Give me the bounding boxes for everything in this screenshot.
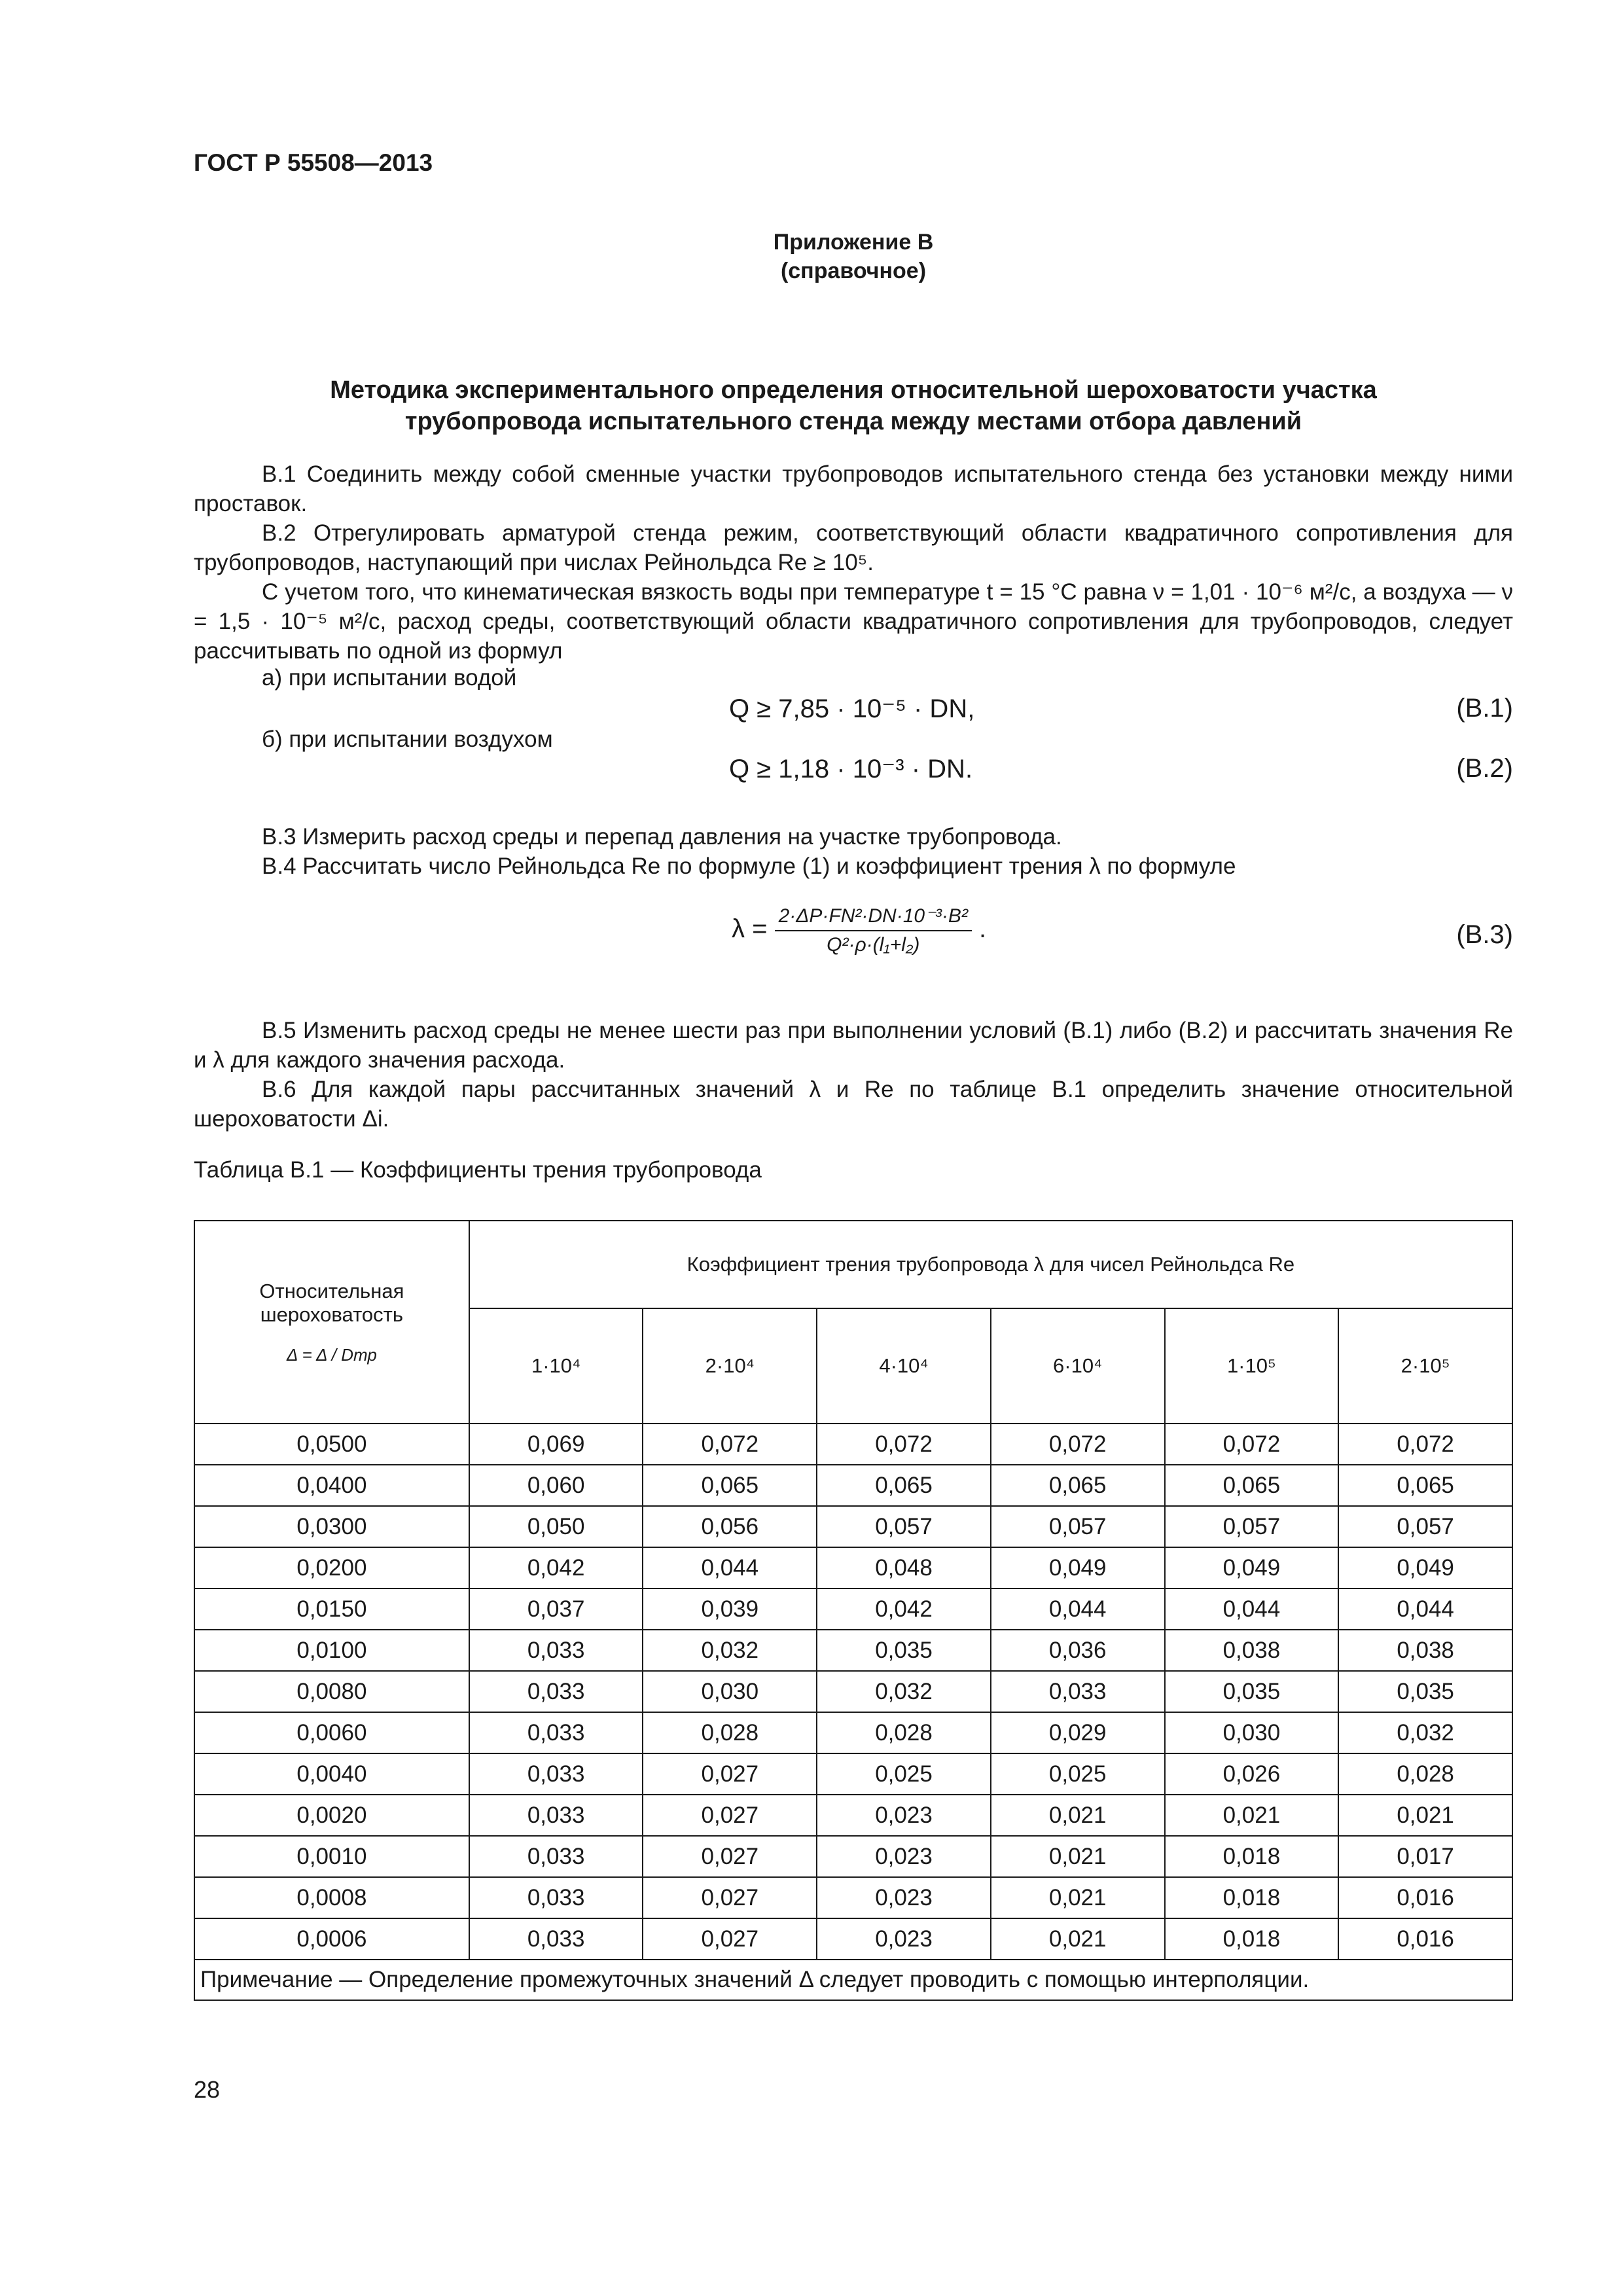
value-cell: 0,048	[817, 1547, 991, 1588]
value-cell: 0,025	[991, 1753, 1165, 1795]
formula-b2: Q ≥ 1,18 · 10⁻³ · DN.	[729, 755, 973, 783]
value-cell: 0,028	[817, 1712, 991, 1753]
paragraph-b3: В.3 Измерить расход среды и перепад давления на участке трубопровода.	[262, 824, 1062, 850]
table-row	[194, 1588, 1512, 1630]
table-row	[194, 1424, 1512, 1465]
paragraph-viscosity: С учетом того, что кинематическая вязкость воды при температуре t = 15 °С равна ν = 1,01 · 10⁻⁶ м²/с, а воздуха — ν = 1,5 · 10⁻⁵ м²/с, расход среды, соответствующий области квадратичного сопротивления для трубопроводов, следует рассчитывать по одной из формул	[194, 579, 1513, 664]
appendix-heading	[194, 228, 1513, 285]
formula-b3-fraction	[775, 905, 972, 956]
table-note: Примечание — Определение промежуточных значений Δ следует проводить с помощью интерполяции.	[194, 1960, 1512, 2000]
value-cell: 0,044	[1338, 1588, 1512, 1630]
formula-b2-number: (В.2)	[1456, 754, 1513, 783]
page-number: 28	[194, 2076, 221, 2103]
delta-cell: 0,0400	[194, 1465, 469, 1506]
table-row	[194, 1918, 1512, 1960]
value-cell: 0,060	[469, 1465, 643, 1506]
re-column-header: 2·10⁴	[643, 1308, 817, 1424]
value-cell: 0,018	[1165, 1836, 1339, 1877]
value-cell: 0,049	[1165, 1547, 1339, 1588]
value-cell: 0,023	[817, 1795, 991, 1836]
delta-cell: 0,0300	[194, 1506, 469, 1547]
appendix-title: Приложение В	[773, 230, 934, 255]
value-cell: 0,023	[817, 1877, 991, 1918]
table-row	[194, 1877, 1512, 1918]
table-row	[194, 1795, 1512, 1836]
value-cell: 0,027	[643, 1795, 817, 1836]
value-cell: 0,021	[991, 1918, 1165, 1960]
formula-b3	[732, 905, 986, 956]
value-cell: 0,021	[991, 1836, 1165, 1877]
value-cell: 0,065	[991, 1465, 1165, 1506]
table-note-row	[194, 1960, 1512, 2000]
delta-cell: 0,0200	[194, 1547, 469, 1588]
value-cell: 0,042	[817, 1588, 991, 1630]
value-cell: 0,027	[643, 1836, 817, 1877]
appendix-subtitle: (справочное)	[780, 259, 927, 283]
value-cell: 0,017	[1338, 1836, 1512, 1877]
formula-b3-denominator: Q²·ρ·(l₁+l₂)	[827, 934, 920, 956]
value-cell: 0,032	[817, 1671, 991, 1712]
standard-designation: ГОСТ Р 55508—2013	[194, 149, 433, 176]
item-b-air: б) при испытании воздухом	[262, 726, 553, 752]
value-cell: 0,044	[643, 1547, 817, 1588]
row-header-formula: Δ = Δ / Dтр	[286, 1344, 377, 1365]
row-header-cell	[194, 1221, 469, 1424]
value-cell: 0,033	[469, 1836, 643, 1877]
value-cell: 0,050	[469, 1506, 643, 1547]
re-column-header: 2·10⁵	[1338, 1308, 1512, 1424]
table-row	[194, 1630, 1512, 1671]
value-cell: 0,035	[817, 1630, 991, 1671]
value-cell: 0,018	[1165, 1918, 1339, 1960]
delta-cell: 0,0040	[194, 1753, 469, 1795]
row-header-label: Относительная шероховатость	[259, 1279, 404, 1326]
value-cell: 0,028	[1338, 1753, 1512, 1795]
value-cell: 0,069	[469, 1424, 643, 1465]
value-cell: 0,021	[991, 1877, 1165, 1918]
paragraph-b2: В.2 Отрегулировать арматурой стенда режим, соответствующий области квадратичного сопротивления для трубопроводов, наступающий при числах Рейнольдса Re ≥ 10⁵.	[194, 520, 1513, 575]
delta-cell: 0,0006	[194, 1918, 469, 1960]
value-cell: 0,044	[1165, 1588, 1339, 1630]
delta-cell: 0,0080	[194, 1671, 469, 1712]
value-cell: 0,057	[1338, 1506, 1512, 1547]
value-cell: 0,018	[1165, 1877, 1339, 1918]
value-cell: 0,021	[1338, 1795, 1512, 1836]
value-cell: 0,016	[1338, 1877, 1512, 1918]
value-cell: 0,072	[817, 1424, 991, 1465]
delta-cell: 0,0500	[194, 1424, 469, 1465]
table-row	[194, 1465, 1512, 1506]
value-cell: 0,049	[1338, 1547, 1512, 1588]
value-cell: 0,027	[643, 1877, 817, 1918]
delta-cell: 0,0020	[194, 1795, 469, 1836]
method-title	[194, 374, 1513, 437]
paragraph-b5: В.5 Изменить расход среды не менее шести раз при выполнении условий (В.1) либо (В.2) и рассчитать значения Re и λ для каждого значения расхода.	[194, 1018, 1513, 1073]
table-row	[194, 1671, 1512, 1712]
delta-cell: 0,0008	[194, 1877, 469, 1918]
table-row	[194, 1753, 1512, 1795]
paragraph-b6: В.6 Для каждой пары рассчитанных значений λ и Re по таблице В.1 определить значение относительной шероховатости Δi.	[194, 1077, 1513, 1132]
friction-table	[194, 1220, 1513, 2001]
value-cell: 0,033	[469, 1918, 643, 1960]
formula-b1: Q ≥ 7,85 · 10⁻⁵ · DN,	[729, 694, 975, 723]
formula-b3-number: (В.3)	[1456, 920, 1513, 949]
table-row	[194, 1506, 1512, 1547]
value-cell: 0,038	[1338, 1630, 1512, 1671]
re-column-header: 6·10⁴	[991, 1308, 1165, 1424]
value-cell: 0,021	[991, 1795, 1165, 1836]
value-cell: 0,033	[469, 1630, 643, 1671]
value-cell: 0,049	[991, 1547, 1165, 1588]
re-column-header: 1·10⁵	[1165, 1308, 1339, 1424]
value-cell: 0,027	[643, 1753, 817, 1795]
value-cell: 0,072	[643, 1424, 817, 1465]
value-cell: 0,030	[1165, 1712, 1339, 1753]
value-cell: 0,032	[1338, 1712, 1512, 1753]
value-cell: 0,057	[991, 1506, 1165, 1547]
value-cell: 0,026	[1165, 1753, 1339, 1795]
value-cell: 0,065	[643, 1465, 817, 1506]
value-cell: 0,042	[469, 1547, 643, 1588]
value-cell: 0,028	[643, 1712, 817, 1753]
value-cell: 0,044	[991, 1588, 1165, 1630]
value-cell: 0,027	[643, 1918, 817, 1960]
re-column-header: 4·10⁴	[817, 1308, 991, 1424]
value-cell: 0,039	[643, 1588, 817, 1630]
value-cell: 0,033	[469, 1671, 643, 1712]
formula-b3-tail: .	[979, 914, 987, 944]
delta-cell: 0,0010	[194, 1836, 469, 1877]
value-cell: 0,035	[1165, 1671, 1339, 1712]
item-a-water: а) при испытании водой	[262, 665, 517, 691]
re-column-header: 1·10⁴	[469, 1308, 643, 1424]
table-row	[194, 1712, 1512, 1753]
method-title-line-2: трубопровода испытательного стенда между местами отбора давлений	[404, 408, 1302, 435]
value-cell: 0,033	[991, 1671, 1165, 1712]
value-cell: 0,035	[1338, 1671, 1512, 1712]
value-cell: 0,056	[643, 1506, 817, 1547]
value-cell: 0,033	[469, 1877, 643, 1918]
value-cell: 0,025	[817, 1753, 991, 1795]
value-cell: 0,065	[1165, 1465, 1339, 1506]
value-cell: 0,037	[469, 1588, 643, 1630]
formula-b1-number: (В.1)	[1456, 694, 1513, 723]
value-cell: 0,029	[991, 1712, 1165, 1753]
value-cell: 0,065	[817, 1465, 991, 1506]
value-cell: 0,016	[1338, 1918, 1512, 1960]
value-cell: 0,032	[643, 1630, 817, 1671]
formula-b3-lhs: λ =	[732, 914, 768, 944]
group-header: Коэффициент трения трубопровода λ для чисел Рейнольдса Re	[469, 1221, 1512, 1308]
value-cell: 0,023	[817, 1918, 991, 1960]
paragraph-b4: В.4 Рассчитать число Рейнольдса Re по формуле (1) и коэффициент трения λ по формуле	[262, 853, 1236, 879]
value-cell: 0,033	[469, 1795, 643, 1836]
delta-cell: 0,0100	[194, 1630, 469, 1671]
table-row	[194, 1836, 1512, 1877]
value-cell: 0,057	[817, 1506, 991, 1547]
table-row	[194, 1547, 1512, 1588]
paragraph-b1: В.1 Соединить между собой сменные участки трубопроводов испытательного стенда без установки между ними проставок.	[194, 461, 1513, 516]
value-cell: 0,023	[817, 1836, 991, 1877]
value-cell: 0,072	[1338, 1424, 1512, 1465]
value-cell: 0,033	[469, 1712, 643, 1753]
value-cell: 0,038	[1165, 1630, 1339, 1671]
value-cell: 0,036	[991, 1630, 1165, 1671]
method-title-line-1: Методика экспериментального определения относительной шероховатости участка	[330, 376, 1377, 404]
delta-cell: 0,0060	[194, 1712, 469, 1753]
value-cell: 0,030	[643, 1671, 817, 1712]
value-cell: 0,065	[1338, 1465, 1512, 1506]
value-cell: 0,057	[1165, 1506, 1339, 1547]
formula-b3-numerator: 2·ΔP·FN²·DN·10⁻³·B²	[775, 905, 972, 931]
value-cell: 0,033	[469, 1753, 643, 1795]
value-cell: 0,072	[991, 1424, 1165, 1465]
table-caption: Таблица В.1 — Коэффициенты трения трубопровода	[194, 1157, 762, 1183]
value-cell: 0,072	[1165, 1424, 1339, 1465]
delta-cell: 0,0150	[194, 1588, 469, 1630]
value-cell: 0,021	[1165, 1795, 1339, 1836]
table-header-row-1	[194, 1221, 1512, 1308]
